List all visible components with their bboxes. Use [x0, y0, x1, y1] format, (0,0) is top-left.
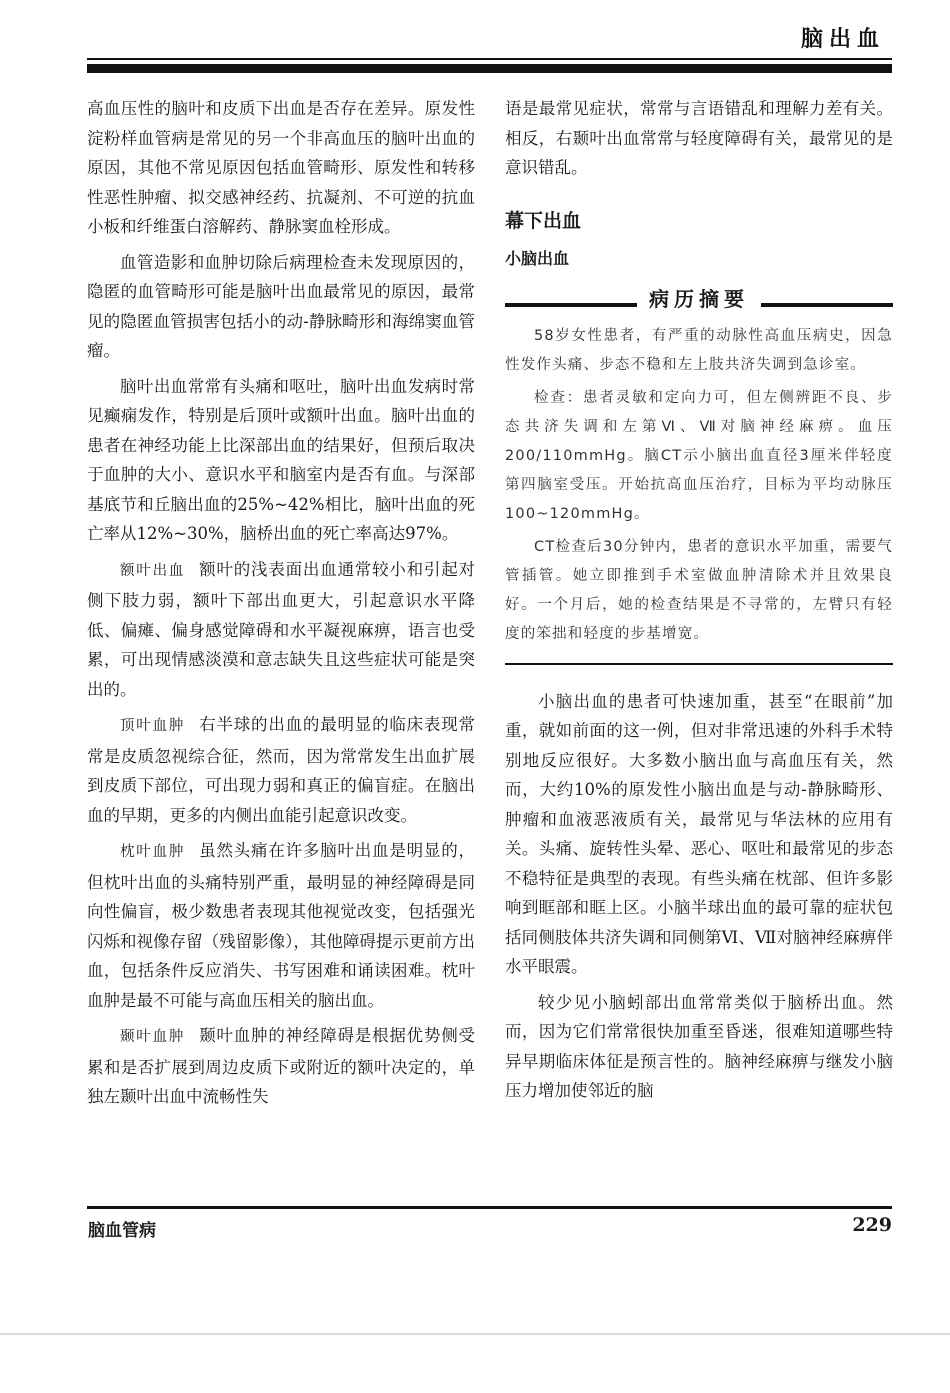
occipital-lobe-paragraph: [87, 836, 475, 1015]
paragraph-text: 额叶的浅表面出血通常较小和引起对侧下肢力弱，额叶下部出血更大，引起意识水平降低、偏瘫、偏身感觉障碍和水平凝视麻痹，语言也受累，可出现情感淡漠和意志缺失且这些症状可能是突出的。: [87, 559, 476, 699]
body-paragraph: 语是最常见症状，常常与言语错乱和理解力差有关。相反，右颞叶出血常常与轻度障碍有关，最常见的是意识错乱。: [505, 99, 893, 177]
case-paragraph: 58岁女性患者，有严重的动脉性高血压病史，因急性发作头痛、步态不稳和左上肢共济失调到急诊室。: [505, 327, 893, 373]
paragraph-text: 颞叶血肿的神经障碍是根据优势侧受累和是否扩展到周边皮质下或附近的额叶决定的，单独左颞叶出血中流畅性失: [87, 1026, 476, 1106]
run-in-heading: 枕叶血肿: [120, 844, 186, 860]
body-paragraph: 小脑出血的患者可快速加重，甚至“在眼前”加重，就如前面的这一例，但对非常迅速的外科手术特别地反应很好。大多数小脑出血与高血压有关，然而，大约10%的原发性小脑出血是与动-静脉畸形、肿瘤和血液恶液质有关，最常见与华法林的应用有关。头痛、旋转性头晕、恶心、呕吐和最常见的步态不稳特征是典型的表现。有些头痛在枕部、但许多影响到眶部和眶上区。小脑半球出血的最可靠的症状包括同侧肢体共济失调和同侧第Ⅵ、Ⅶ对脑神经麻痹伴水平眼震。: [505, 691, 893, 976]
run-in-heading: 额叶出血: [120, 562, 186, 579]
header-rule-thin: [87, 58, 892, 60]
scan-edge-line: [0, 1333, 950, 1335]
case-summary-title-row: [505, 284, 893, 314]
case-summary-box: [505, 284, 893, 665]
case-summary-title: 病历摘要: [637, 284, 761, 314]
right-column: [505, 94, 893, 1112]
frontal-lobe-paragraph: [87, 555, 475, 705]
footer-rule: [87, 1206, 892, 1209]
section-heading: 幕下出血: [505, 209, 582, 232]
paragraph-text: 虽然头痛在许多脑叶出血是明显的，但枕叶出血的头痛特别严重，最明显的神经障碍是同向性偏盲，极少数患者表现其他视觉改变，包括强光闪烁和视像存留（残留影像），其他障碍提示更前方出血，包括条件反应消失、书写困难和诵读困难。枕叶血肿是最不可能与高血压相关的脑出血。: [87, 841, 476, 1010]
run-in-heading: 颞叶血肿: [120, 1029, 186, 1045]
parietal-lobe-paragraph: [87, 710, 475, 830]
page-number: 229: [852, 1214, 892, 1236]
paragraph-text: 右半球的出血的最明显的临床表现常常是皮质忽视综合征，然而，因为常常发生出血扩展到皮质下部位，可出现力弱和真正的偏盲症。在脑出血的早期，更多的内侧出血能引起意识改变。: [87, 715, 476, 825]
header-rule-thick: [87, 64, 892, 73]
temporal-lobe-paragraph: [87, 1021, 475, 1112]
body-paragraph: 脑叶出血常常有头痛和呕吐，脑叶出血发病时常见癫痫发作，特别是后顶叶或额叶出血。脑叶出血的患者在神经功能上比深部出血的结果好，但预后取决于血肿的大小、意识水平和脑室内是否有血。与深部基底节和丘脑出血的25%~42%相比，脑叶出血的死亡率从12%~30%，脑桥出血的死亡率高达97%。: [87, 376, 475, 543]
case-paragraph: 检查：患者灵敏和定向力可，但左侧辨距不良、步态共济失调和左第Ⅵ、Ⅶ对脑神经麻痹。血压200/110mmHg。脑CT示小脑出血直径3厘米伴轻度第四脑室受压。开始抗高血压治疗，目标为平均动脉压100~120mmHg。: [505, 389, 893, 522]
left-column: [87, 94, 475, 1118]
subsection-heading: 小脑出血: [505, 249, 570, 268]
body-paragraph: 较少见小脑蚓部出血常常类似于脑桥出血。然而，因为它们常常很快加重至昏迷，很难知道哪些特异早期临床体征是预言性的。脑神经麻痹与继发小脑压力增加使邻近的脑: [505, 992, 893, 1100]
footer-book-title: 脑血管病: [88, 1221, 156, 1241]
running-header-title: 脑出血: [800, 27, 885, 52]
body-paragraph: 高血压性的脑叶和皮质下出血是否存在差异。原发性淀粉样血管病是常见的另一个非高血压的脑叶出血的原因，其他不常见原因包括血管畸形、原发性和转移性恶性肿瘤、拟交感神经药、抗凝剂、不可逆的抗血小板和纤维蛋白溶解药、静脉窦血栓形成。: [87, 99, 475, 236]
case-summary-body: [505, 314, 893, 665]
run-in-heading: 顶叶血肿: [120, 718, 186, 734]
body-paragraph: 血管造影和血肿切除后病理检查未发现原因的，隐匿的血管畸形可能是脑叶出血最常见的原因，最常见的隐匿血管损害包括小的动-静脉畸形和海绵窦血管瘤。: [87, 252, 475, 360]
case-paragraph: CT检查后30分钟内，患者的意识水平加重，需要气管插管。她立即推到手术室做血肿清除术并且效果良好。一个月后，她的检查结果是不寻常的，左臂只有轻度的笨拙和轻度的步基增宽。: [505, 538, 893, 642]
